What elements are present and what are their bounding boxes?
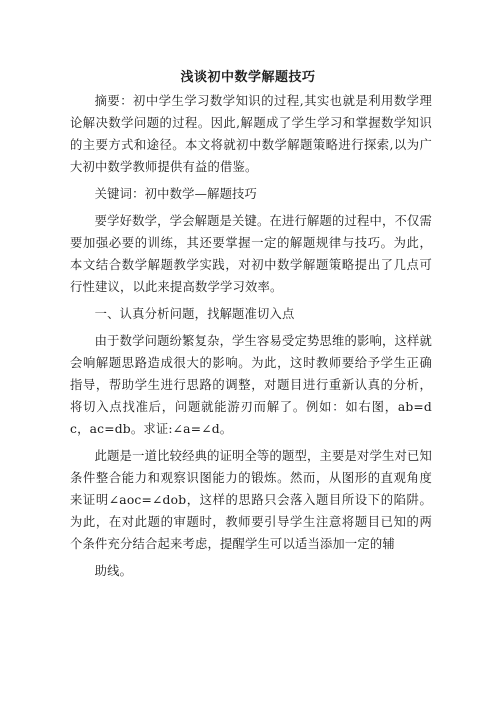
- body-paragraph-3: 助线。: [94, 564, 133, 578]
- section-heading-1: 一、认真分析问题，找解题准切入点: [94, 307, 295, 321]
- body-paragraph-2: 此题是一道比较经典的证明全等的题型，主要是对学生对已知条件整合能力和观察识图能力的锻炼。然而，从图形的直观角度来证明∠aoc=∠dob，这样的思路只会落入题目所设下的陷阱。为此，在对此题的审题时，教师要引导学生注意将题目已知的两个条件充分结合起来考虑，提醒学生可以适当添加一定的辅: [70, 449, 433, 551]
- body-paragraph-1: 由于数学问题纷繁复杂，学生容易受定势思维的影响，这样就会响解题思路造成很大的影响。为此，这时教师要给予学生正确指导，帮助学生进行思路的调整，对题目进行重新认真的分析，将切入点找准后，问题就能游刃而解了。例如：如右图，ab=dc，ac=db。求证:∠a=∠d。: [70, 334, 433, 436]
- keywords-paragraph: 关键词：初中数学—解题技巧: [94, 187, 258, 201]
- document-title: 浅谈初中数学解题技巧: [180, 70, 316, 85]
- document-body: [70, 90, 432, 587]
- abstract-paragraph: 摘要：初中学生学习数学知识的过程,其实也就是利用数学理论解决数学问题的过程。因此,解题成了学生学习和掌握数学知识的主要方式和途径。本文将就初中数学解题策略进行探索,以为广大初中数学教师提供有益的借鉴。: [70, 94, 432, 174]
- intro-paragraph: 要学好数学，学会解题是关键。在进行解题的过程中，不仅需要加强必要的训练，其还要掌握一定的解题规律与技巧。为此，本文结合数学解题教学实践，对初中数学解题策略提出了几点可行性建议，以此来提高数学学习效率。: [70, 214, 433, 294]
